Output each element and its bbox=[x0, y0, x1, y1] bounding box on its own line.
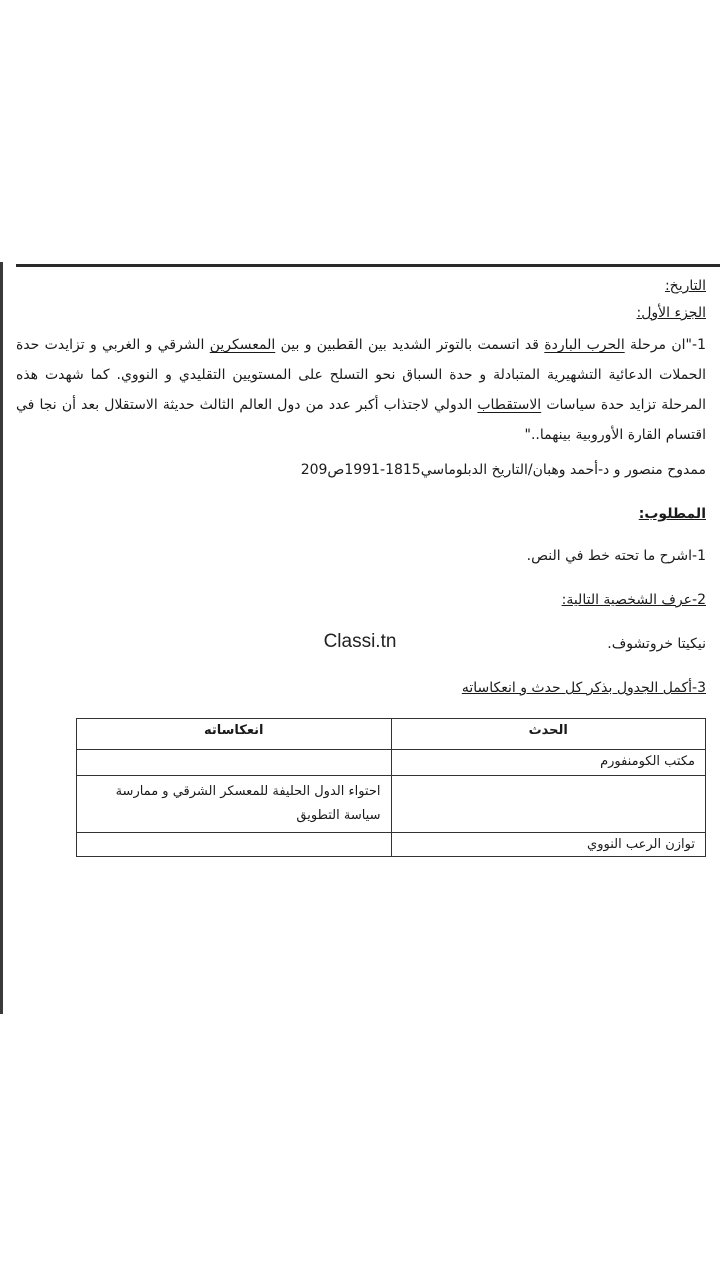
underlined-term-cold-war: الحرب الباردة bbox=[544, 337, 625, 353]
text-source-citation: ممدوح منصور و د-أحمد وهبان/التاريخ الدبلوماسي1815-1991ص209 bbox=[300, 462, 706, 478]
table-cell: احتواء الدول الحليفة للمعسكر الشرقي و ممارسة سياسة التطويق bbox=[77, 776, 392, 833]
table-cell bbox=[77, 750, 392, 776]
page-top-rule bbox=[16, 264, 720, 267]
underlined-term-camps: المعسكرين bbox=[209, 337, 276, 353]
table-row bbox=[77, 833, 706, 857]
date-label: التاريخ: bbox=[664, 278, 706, 294]
source-text-paragraph: 1-"ان مرحلة الحرب الباردة قد اتسمت بالتوتر الشديد بين القطبين و بين المعسكرين الشرقي و الغربي و تزايدت حدة الحملات الدعائية التشهيرية المتبادلة و حدة السباق نحو التسلح على المستويين التقليدي و النووي. كما شهدت هذه المرحلة تزايد حدة سياسات الاستقطاب الدولي لاجتذاب أكبر عدد من دول العالم الثالث حديثة الاستقلال بعد أن نجا في اقتسام القارة الأوروبية بينهما.." bbox=[16, 337, 707, 443]
table-cell bbox=[77, 833, 392, 857]
question-3: 3-أكمل الجدول بذكر كل حدث و انعكاساته bbox=[461, 680, 706, 696]
watermark: Classi.tn bbox=[323, 631, 397, 652]
question-2-person: نيكيتا خروتشوف. bbox=[607, 636, 706, 652]
table-header-repercussions: انعكاساته bbox=[77, 719, 392, 750]
table-cell: توازن الرعب النووي bbox=[391, 833, 706, 857]
part-one-title: الجزء الأول: bbox=[636, 305, 706, 321]
table-row bbox=[77, 776, 706, 833]
table-header-event: الحدث bbox=[391, 719, 706, 750]
question-2: 2-عرف الشخصية التالية: bbox=[561, 592, 706, 608]
table-cell: مكتب الكومنفورم bbox=[391, 750, 706, 776]
question-1: 1-اشرح ما تحته خط في النص. bbox=[526, 548, 706, 564]
tasks-title: المطلوب: bbox=[638, 506, 706, 522]
table-row bbox=[77, 750, 706, 776]
underlined-term-polarization: الاستقطاب bbox=[477, 397, 542, 413]
events-table bbox=[76, 718, 706, 857]
table-cell bbox=[391, 776, 706, 833]
table-header-row bbox=[77, 719, 706, 750]
